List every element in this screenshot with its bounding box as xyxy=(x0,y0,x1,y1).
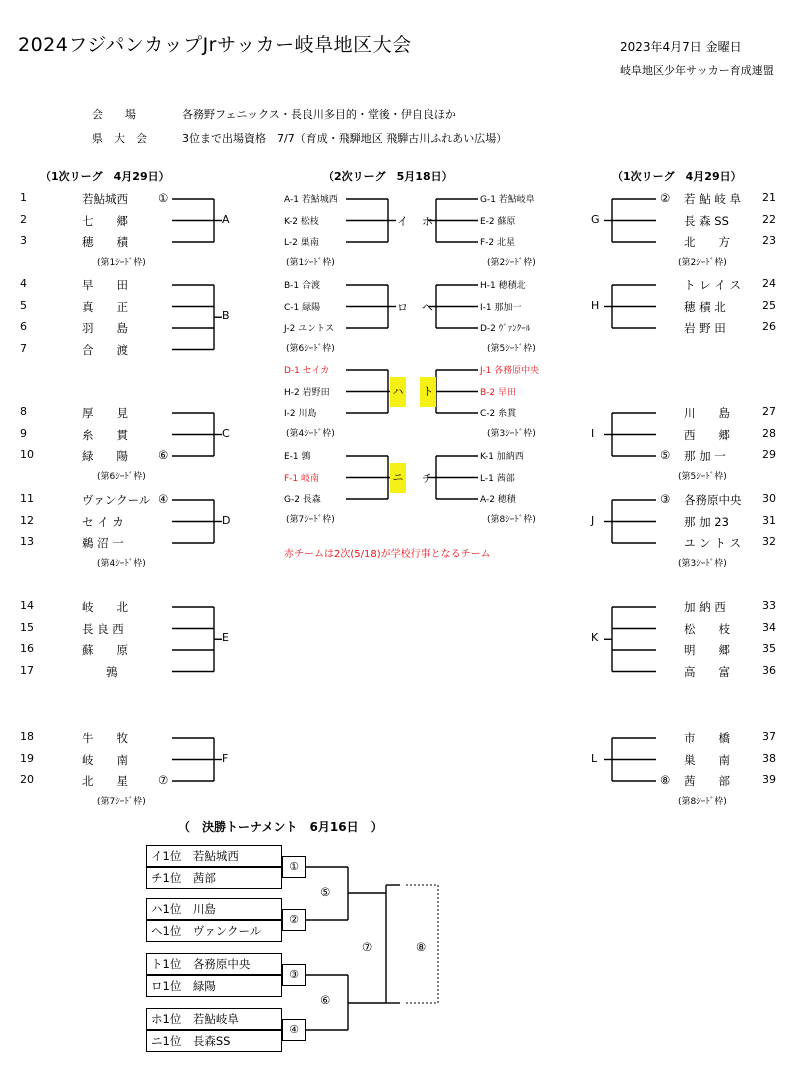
second-round-entry: I-1 那加一 xyxy=(480,302,522,313)
match-number: ③ xyxy=(282,964,306,986)
group-letter: ヘ xyxy=(422,300,433,314)
team-number: 14 xyxy=(20,599,34,612)
team-name: 北 星 xyxy=(82,774,128,788)
team-number: 19 xyxy=(20,751,34,765)
second-round-entry: E-1 鶉 xyxy=(284,452,311,462)
group-letter: L xyxy=(591,751,598,765)
team-name: 穂 積 北 xyxy=(684,299,726,314)
second-round-entry: K-2 松枝 xyxy=(284,216,319,227)
team-number: 20 xyxy=(20,773,34,786)
group-letter: イ xyxy=(397,214,408,228)
team-name: セ イ カ xyxy=(82,514,124,529)
match-number: ⑤ xyxy=(320,885,331,899)
venue: 各務野フェニックス・長良川多目的・堂後・伊自良ほか xyxy=(182,108,456,121)
team-name: 茜 部 xyxy=(684,774,730,788)
match-number: ② xyxy=(282,909,306,931)
group-letter: ニ xyxy=(390,463,406,493)
team-name: 若鮎城西 xyxy=(82,192,128,206)
date: 2023年4月7日 金曜日 xyxy=(620,40,742,54)
match-number: ⑥ xyxy=(320,993,331,1007)
page-title: 2024フジパンカップJrサッカー岐阜地区大会 xyxy=(18,34,412,56)
team-name: 巣 南 xyxy=(684,752,730,767)
second-round-entry: L-1 茜部 xyxy=(480,473,515,484)
team-number: 25 xyxy=(762,298,776,312)
team-name: 長 森 SS xyxy=(684,213,729,228)
team-name: ト レ イ ス xyxy=(684,278,741,292)
seed-mark: ④ xyxy=(158,492,169,506)
group-letter: J xyxy=(591,513,595,527)
team-number: 11 xyxy=(20,492,34,505)
team-name: 北 方 xyxy=(684,235,730,249)
team-number: 2 xyxy=(20,212,27,226)
final-team-box: ハ1位 川島 xyxy=(146,898,282,920)
second-round-entry: J-2 ユントス xyxy=(284,324,335,334)
team-name: 鶉 xyxy=(106,664,118,679)
team-name: ユ ン ト ス xyxy=(684,536,741,550)
team-number: 3 xyxy=(20,234,27,247)
second-round-entry: F-2 北星 xyxy=(480,238,516,248)
group-letter: D xyxy=(222,513,231,527)
group-letter: H xyxy=(591,298,600,312)
second-round-entry: D-1 セイカ xyxy=(284,366,330,376)
seed-note: (第6ｼｰﾄﾞ枠) xyxy=(97,472,146,482)
team-name: 岐 北 xyxy=(82,600,128,614)
second-round-entry: L-2 巣南 xyxy=(284,238,319,248)
seed-note: (第3ｼｰﾄﾞ枠) xyxy=(678,559,727,569)
group-letter: G xyxy=(591,212,600,226)
seed-mark: ⑦ xyxy=(158,773,169,787)
team-name: 加 納 西 xyxy=(684,600,726,614)
team-number: 28 xyxy=(762,426,776,440)
team-number: 16 xyxy=(20,642,34,655)
team-number: 27 xyxy=(762,405,776,418)
seed-note: (第1ｼｰﾄﾞ枠) xyxy=(286,258,335,268)
team-name: 羽 島 xyxy=(82,321,128,335)
match-number: ⑦ xyxy=(362,940,373,954)
team-number: 1 xyxy=(20,191,27,204)
group-letter: B xyxy=(222,309,230,323)
red-note: 赤チームは2次(5/18)が学校行事となるチーム xyxy=(284,549,491,560)
team-number: 17 xyxy=(20,663,34,677)
team-number: 23 xyxy=(762,234,776,247)
team-name: 牛 牧 xyxy=(82,731,128,745)
second-round-entry: B-2 早田 xyxy=(480,387,517,398)
seed-mark: ⑤ xyxy=(660,448,671,462)
team-name: 岩 野 田 xyxy=(684,321,726,335)
group-letter: F xyxy=(222,751,229,765)
seed-note: (第2ｼｰﾄﾞ枠) xyxy=(678,258,727,268)
final-team-box: ヘ1位 ヴァンクール xyxy=(146,920,282,942)
final-team-box: ロ1位 緑陽 xyxy=(146,975,282,997)
second-round-entry: H-1 穂積北 xyxy=(480,281,526,291)
team-number: 35 xyxy=(762,642,776,655)
match-number: ⑧ xyxy=(416,940,427,954)
team-name: 若 鮎 岐 阜 xyxy=(684,192,741,206)
pref-info: 3位まで出場資格 7/7（育成・飛騨地区 飛騨古川ふれあい広場） xyxy=(182,132,508,145)
final-team-box: ト1位 各務原中央 xyxy=(146,953,282,975)
team-name: 長 良 西 xyxy=(82,621,124,636)
seed-mark: ⑥ xyxy=(158,448,169,462)
seed-mark: ① xyxy=(158,191,169,205)
team-number: 18 xyxy=(20,730,34,743)
team-number: 6 xyxy=(20,320,27,333)
seed-note: (第7ｼｰﾄﾞ枠) xyxy=(97,797,146,807)
seed-note: (第8ｼｰﾄﾞ枠) xyxy=(487,515,536,525)
second-round-entry: H-2 岩野田 xyxy=(284,387,330,398)
team-number: 22 xyxy=(762,212,776,226)
team-number: 8 xyxy=(20,405,27,418)
seed-note: (第4ｼｰﾄﾞ枠) xyxy=(286,429,335,439)
seed-note: (第4ｼｰﾄﾞ枠) xyxy=(97,559,146,569)
group-letter: チ xyxy=(422,471,433,485)
team-number: 38 xyxy=(762,751,776,765)
team-number: 30 xyxy=(762,492,776,505)
second-round-entry: G-2 長森 xyxy=(284,495,321,505)
second-round-entry: A-1 若鮎城西 xyxy=(284,195,338,205)
seed-note: (第2ｼｰﾄﾞ枠) xyxy=(487,258,536,268)
team-number: 26 xyxy=(762,320,776,333)
second-round-entry: F-1 岐南 xyxy=(284,473,320,484)
second-round-entry: K-1 加納西 xyxy=(480,452,524,462)
team-number: 37 xyxy=(762,730,776,743)
second-round-entry: I-2 川島 xyxy=(284,409,317,419)
team-name: 蘇 原 xyxy=(82,643,128,657)
group-letter: I xyxy=(591,426,595,440)
team-name: 糸 貫 xyxy=(82,427,128,442)
team-name: ヴァンクール xyxy=(82,493,151,507)
group-letter: K xyxy=(591,631,599,645)
team-number: 10 xyxy=(20,448,34,461)
team-name: 那 加 23 xyxy=(684,514,729,529)
team-number: 12 xyxy=(20,513,34,527)
group-letter: ホ xyxy=(422,214,433,228)
team-number: 36 xyxy=(762,663,776,677)
second-round-entry: D-2 ｳﾞｧﾝｸｰﾙ xyxy=(480,324,531,334)
team-name: 川 島 xyxy=(684,406,730,420)
group-letter: E xyxy=(222,631,229,645)
seed-mark: ⑧ xyxy=(660,773,671,787)
final-heading: （ 決勝トーナメント 6月16日 ） xyxy=(178,820,383,834)
team-name: 岐 南 xyxy=(82,752,128,767)
group-letter: C xyxy=(222,426,230,440)
team-number: 32 xyxy=(762,535,776,548)
team-name: 各務原中央 xyxy=(684,493,742,507)
final-team-box: ホ1位 若鮎岐阜 xyxy=(146,1008,282,1030)
seed-note: (第6ｼｰﾄﾞ枠) xyxy=(286,344,335,354)
second-round-entry: A-2 穂積 xyxy=(480,495,516,505)
seed-note: (第7ｼｰﾄﾞ枠) xyxy=(286,515,335,525)
second-round-entry: E-2 蘇原 xyxy=(480,216,516,227)
team-number: 33 xyxy=(762,599,776,612)
center-heading: （2次リーグ 5月18日） xyxy=(323,170,453,183)
team-name: 市 橋 xyxy=(684,731,730,745)
team-name: 合 渡 xyxy=(82,342,128,357)
team-name: 松 枝 xyxy=(684,621,730,636)
team-number: 4 xyxy=(20,277,27,290)
venue-label: 会 場 xyxy=(92,108,136,121)
right-heading: （1次リーグ 4月29日） xyxy=(612,170,742,183)
second-round-entry: C-2 糸貫 xyxy=(480,409,517,419)
second-round-entry: J-1 各務原中央 xyxy=(480,366,540,376)
group-letter: A xyxy=(222,212,230,226)
second-round-entry: C-1 緑陽 xyxy=(284,302,321,313)
second-round-entry: G-1 若鮎岐阜 xyxy=(480,195,535,205)
team-number: 5 xyxy=(20,298,27,312)
team-number: 7 xyxy=(20,341,27,355)
final-team-box: チ1位 茜部 xyxy=(146,867,282,889)
final-team-box: ニ1位 長森SS xyxy=(146,1030,282,1052)
seed-note: (第5ｼｰﾄﾞ枠) xyxy=(487,344,536,354)
organizer: 岐阜地区少年サッカー育成連盟 xyxy=(620,64,774,77)
team-number: 34 xyxy=(762,620,776,634)
team-number: 24 xyxy=(762,277,776,290)
group-letter: ロ xyxy=(397,300,408,314)
team-name: 明 郷 xyxy=(684,643,730,657)
team-name: 早 田 xyxy=(82,278,128,292)
team-name: 高 富 xyxy=(684,664,730,679)
team-number: 39 xyxy=(762,773,776,786)
team-name: 西 郷 xyxy=(684,427,730,442)
seed-note: (第1ｼｰﾄﾞ枠) xyxy=(97,258,146,268)
team-name: 緑 陽 xyxy=(82,449,128,463)
match-number: ④ xyxy=(282,1019,306,1041)
team-name: 那 加 一 xyxy=(684,449,726,463)
team-number: 29 xyxy=(762,448,776,461)
left-heading: （1次リーグ 4月29日） xyxy=(40,170,170,183)
seed-mark: ③ xyxy=(660,492,671,506)
pref-label: 県 大 会 xyxy=(92,132,147,145)
final-team-box: イ1位 若鮎城西 xyxy=(146,845,282,867)
team-name: 七 郷 xyxy=(82,213,128,228)
team-number: 9 xyxy=(20,426,27,440)
team-number: 31 xyxy=(762,513,776,527)
seed-note: (第8ｼｰﾄﾞ枠) xyxy=(678,797,727,807)
team-name: 真 正 xyxy=(82,299,128,314)
group-letter: ト xyxy=(420,377,436,407)
second-round-entry: B-1 合渡 xyxy=(284,281,321,291)
team-name: 鵜 沼 一 xyxy=(82,536,124,550)
team-name: 穂 積 xyxy=(82,235,128,249)
team-name: 厚 見 xyxy=(82,406,128,420)
team-number: 15 xyxy=(20,620,34,634)
group-letter: ハ xyxy=(390,377,406,407)
seed-note: (第5ｼｰﾄﾞ枠) xyxy=(678,472,727,482)
seed-mark: ② xyxy=(660,191,671,205)
team-number: 13 xyxy=(20,535,34,548)
team-number: 21 xyxy=(762,191,776,204)
match-number: ① xyxy=(282,856,306,878)
seed-note: (第3ｼｰﾄﾞ枠) xyxy=(487,429,536,439)
